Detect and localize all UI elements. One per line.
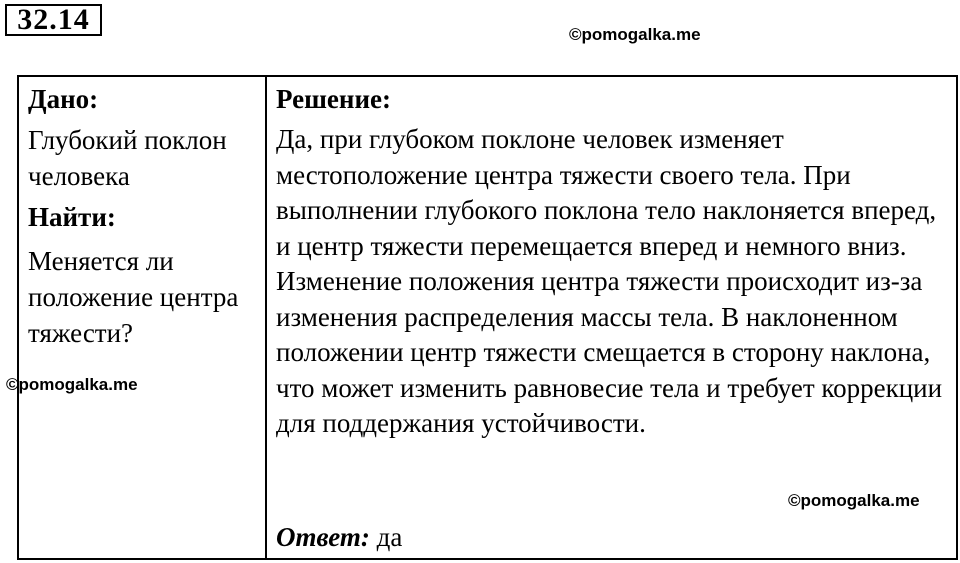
problem-number: 32.14 bbox=[5, 4, 102, 36]
find-text: Меняется ли положение центра тяжести? bbox=[28, 246, 239, 348]
answer-value: да bbox=[376, 522, 403, 552]
solution-heading: Решение: bbox=[276, 84, 391, 114]
column-divider bbox=[265, 77, 267, 558]
find-heading: Найти: bbox=[28, 202, 116, 232]
watermark-right: ©pomogalka.me bbox=[788, 491, 920, 510]
watermark-left: ©pomogalka.me bbox=[6, 375, 138, 394]
watermark-top: ©pomogalka.me bbox=[569, 25, 701, 44]
solution-paragraph-2: Изменение положения центра тяжести происходит из-за изменения распределения массы тела. В наклоненном положении центр тяжести смещается в сторону наклона, что может изменить равновесие тела и требует коррекции для поддержания устойчивости. bbox=[276, 266, 943, 438]
solution-text bbox=[276, 122, 956, 442]
task-table bbox=[17, 75, 958, 560]
given-heading: Дано: bbox=[28, 84, 99, 114]
answer bbox=[276, 519, 402, 555]
given-text: Глубокий поклон человека bbox=[28, 125, 227, 191]
solution-paragraph-1: Да, при глубоком поклоне человек изменяет местоположение центра тяжести своего тела. При выполнении глубокого поклона тело наклоняется вперед, и центр тяжести перемещается вперед и немного вниз. bbox=[276, 124, 937, 261]
answer-label: Ответ: bbox=[276, 522, 370, 552]
